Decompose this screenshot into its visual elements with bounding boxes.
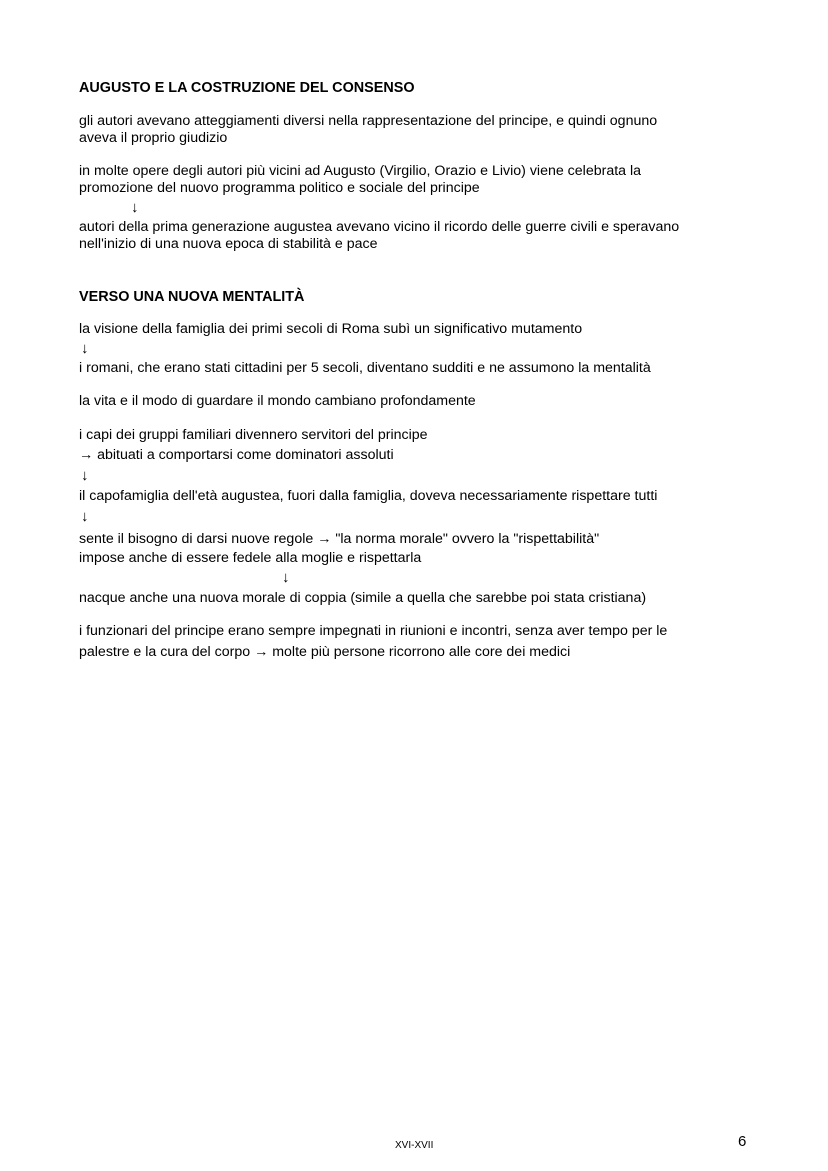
down-arrow-icon: ↓ (81, 508, 89, 525)
down-arrow-icon: ↓ (81, 340, 89, 357)
paragraph-line: → abituati a comportarsi come dominatori assoluti (79, 447, 394, 463)
paragraph-line: autori della prima generazione augustea avevano vicino il ricordo delle guerre civili e speravano (79, 219, 680, 235)
paragraph-line: il capofamiglia dell'età augustea, fuori dalla famiglia, doveva necessariamente rispettare tutti (79, 488, 658, 504)
page-number: 6 (738, 1133, 747, 1150)
paragraph-line: promozione del nuovo programma politico e sociale del principe (79, 180, 480, 196)
section-heading-mentalita: VERSO UNA NUOVA MENTALITÀ (79, 289, 305, 305)
paragraph-line: in molte opere degli autori più vicini ad Augusto (Virgilio, Orazio e Livio) viene celebrata la (79, 163, 642, 179)
paragraph-line: sente il bisogno di darsi nuove regole → "la norma morale" ovvero la "rispettabilità" (79, 531, 600, 547)
paragraph-line: nell'inizio di una nuova epoca di stabilità e pace (79, 236, 378, 252)
paragraph-line: la visione della famiglia dei primi secoli di Roma subì un significativo mutamento (79, 321, 583, 337)
down-arrow-icon: ↓ (131, 199, 139, 216)
paragraph-line: la vita e il modo di guardare il mondo cambiano profondamente (79, 393, 476, 409)
down-arrow-icon: ↓ (81, 467, 89, 484)
paragraph-line: i capi dei gruppi familiari divennero servitori del principe (79, 427, 428, 443)
down-arrow-icon: ↓ (282, 569, 290, 586)
paragraph-line: impose anche di essere fedele alla moglie e rispettarla (79, 550, 422, 566)
paragraph-line: nacque anche una nuova morale di coppia (simile a quella che sarebbe poi stata cristiana) (79, 590, 647, 606)
footer-period-label: XVI-XVII (395, 1140, 434, 1151)
paragraph-line: i funzionari del principe erano sempre impegnati in riunioni e incontri, senza aver tempo per le (79, 623, 668, 639)
paragraph-line: aveva il proprio giudizio (79, 130, 228, 146)
section-heading-augusto: AUGUSTO E LA COSTRUZIONE DEL CONSENSO (79, 80, 415, 96)
paragraph-line: gli autori avevano atteggiamenti diversi nella rappresentazione del principe, e quindi ognuno (79, 113, 658, 129)
paragraph-line: palestre e la cura del corpo → molte più persone ricorrono alle core dei medici (79, 644, 571, 660)
paragraph-line: i romani, che erano stati cittadini per 5 secoli, diventano sudditi e ne assumono la mentalità (79, 360, 651, 376)
